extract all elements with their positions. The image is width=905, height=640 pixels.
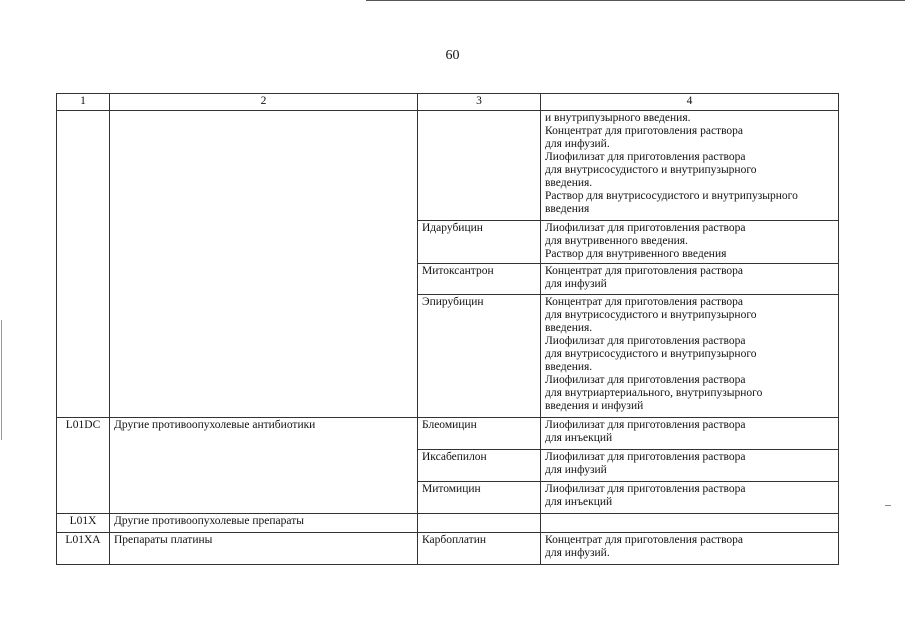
column-header-1: 1 [57, 94, 110, 111]
page-number: 60 [445, 48, 460, 63]
group-name-cell: Препараты платины [110, 533, 418, 565]
column-header-3: 3 [418, 94, 541, 111]
dosage-form-cell: Лиофилизат для приготовления раствора для инъекций [541, 482, 839, 514]
column-header-4: 4 [541, 94, 839, 111]
drug-name-cell [418, 514, 541, 533]
drug-name-cell: Митомицин [418, 482, 541, 514]
dosage-form-cell: Лиофилизат для приготовления раствора для инфузий [541, 450, 839, 482]
drug-name-cell: Блеомицин [418, 418, 541, 450]
atc-code-cell: L01XA [57, 533, 110, 565]
column-header-2: 2 [110, 94, 418, 111]
atc-code-cell: L01X [57, 514, 110, 533]
dosage-form-cell: Лиофилизат для приготовления раствора для внутривенного введения. Раствор для внутривенного введения [541, 221, 839, 264]
dosage-form-cell: Концентрат для приготовления раствора для инфузий [541, 264, 839, 295]
group-name-cell [110, 111, 418, 418]
drug-name-cell [418, 111, 541, 221]
group-name-cell: Другие противоопухолевые антибиотики [110, 418, 418, 514]
atc-code-cell [57, 111, 110, 418]
drug-name-cell: Иксабепилон [418, 450, 541, 482]
dosage-form-cell: и внутрипузырного введения. Концентрат для приготовления раствора для инфузий. Лиофилизат для приготовления раствора для внутрисосудистого и внутрипузырного введения. Раствор для внутрисосудистого и внутрипузырного введения [541, 111, 839, 221]
top-border-line [366, 0, 905, 1]
scan-mark [885, 505, 891, 506]
table-row [57, 514, 839, 533]
drug-name-cell: Карбоплатин [418, 533, 541, 565]
header-row [57, 94, 839, 111]
drug-name-cell: Митоксантрон [418, 264, 541, 295]
drug-classification-table [56, 93, 839, 565]
table-row [57, 533, 839, 565]
drug-name-cell: Эпирубицин [418, 295, 541, 418]
table-row [57, 111, 839, 221]
dosage-form-cell: Концентрат для приготовления раствора для внутрисосудистого и внутрипузырного введения. Лиофилизат для приготовления раствора для внутрисосудистого и внутрипузырного введения. Лиофилизат для приготовления раствора для внутриартериального, внутрипузырного введения и инфузий [541, 295, 839, 418]
dosage-form-cell: Концентрат для приготовления раствора для инфузий. [541, 533, 839, 565]
dosage-form-cell [541, 514, 839, 533]
drug-name-cell: Идарубицин [418, 221, 541, 264]
scan-edge-line [1, 320, 2, 440]
group-name-cell: Другие противоопухолевые препараты [110, 514, 418, 533]
atc-code-cell: L01DC [57, 418, 110, 514]
dosage-form-cell: Лиофилизат для приготовления раствора для инъекций [541, 418, 839, 450]
table-row [57, 418, 839, 450]
